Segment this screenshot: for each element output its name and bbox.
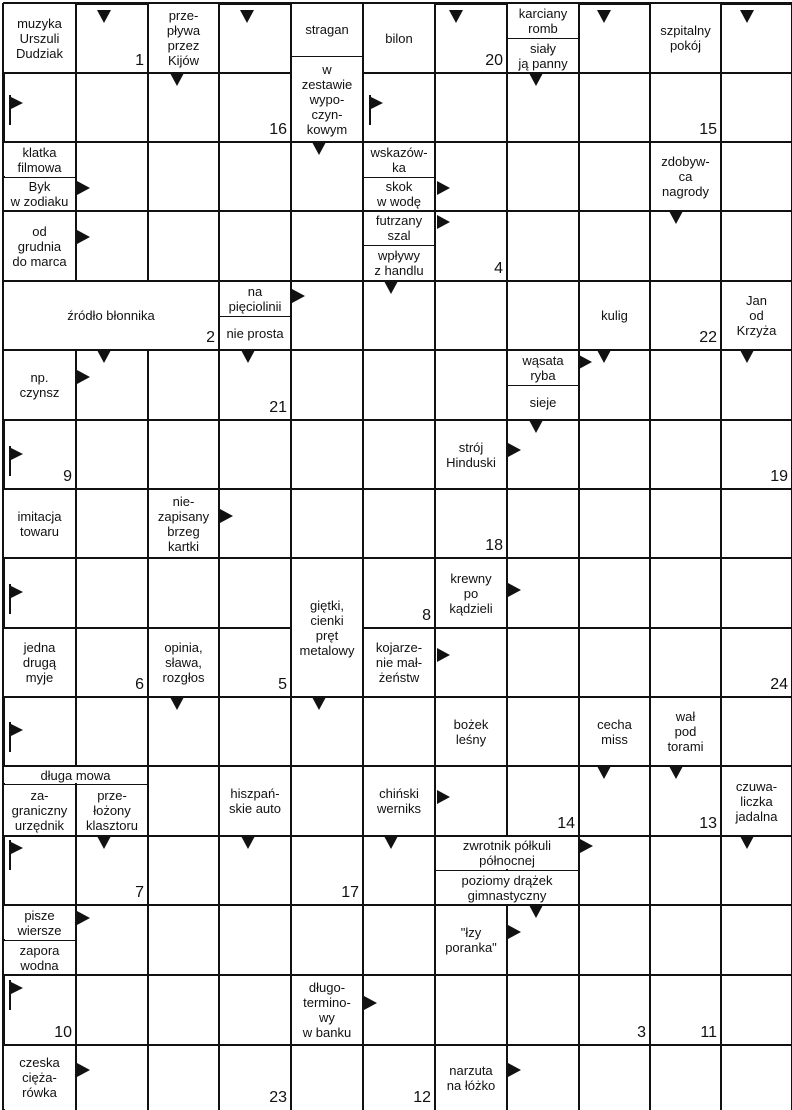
flag-arrow-icon bbox=[9, 95, 23, 125]
clue-cell: giętki, cienki pręt metalowy bbox=[292, 579, 362, 677]
flag-arrow-icon bbox=[9, 446, 23, 476]
arrow-right-icon bbox=[77, 370, 90, 384]
cell-number: 9 bbox=[63, 468, 72, 485]
arrow-right-icon bbox=[508, 1063, 521, 1077]
clue-cell: czuwa- liczka jadalna bbox=[722, 767, 791, 835]
cell-number: 6 bbox=[135, 676, 144, 693]
arrow-right-icon bbox=[77, 181, 90, 195]
arrow-down-icon bbox=[529, 73, 543, 86]
arrow-down-icon bbox=[97, 836, 111, 849]
arrow-right-icon bbox=[77, 230, 90, 244]
clue-divider bbox=[507, 350, 579, 351]
clue-divider bbox=[507, 385, 579, 386]
arrow-down-icon bbox=[740, 836, 754, 849]
grid-line-horizontal bbox=[3, 557, 792, 559]
clue-cell: prze- łożony klasztoru bbox=[77, 785, 147, 835]
arrow-down-icon bbox=[529, 905, 543, 918]
clue-divider bbox=[363, 245, 435, 246]
arrow-down-icon bbox=[449, 10, 463, 23]
clue-cell: futrzany szal bbox=[364, 212, 434, 244]
arrow-right-icon bbox=[437, 790, 450, 804]
arrow-right-icon bbox=[508, 583, 521, 597]
clue-cell: za- graniczny urzędnik bbox=[4, 785, 75, 835]
clue-cell: hiszpań- skie auto bbox=[220, 767, 290, 835]
clue-cell: Jan od Krzyża bbox=[722, 282, 791, 349]
cell-number: 20 bbox=[485, 52, 503, 69]
arrow-right-icon bbox=[77, 911, 90, 925]
clue-divider bbox=[3, 940, 76, 941]
clue-cell: wał pod torami bbox=[651, 698, 720, 765]
arrow-down-icon bbox=[597, 10, 611, 23]
arrow-right-icon bbox=[77, 1063, 90, 1077]
arrow-down-icon bbox=[597, 766, 611, 779]
arrow-down-icon bbox=[597, 350, 611, 363]
clue-cell: imitacja towaru bbox=[4, 490, 75, 557]
cell-number: 18 bbox=[485, 537, 503, 554]
cell-number: 4 bbox=[494, 260, 503, 277]
clue-divider bbox=[219, 316, 291, 317]
flag-arrow-icon bbox=[9, 722, 23, 752]
arrow-down-icon bbox=[740, 10, 754, 23]
arrow-right-icon bbox=[437, 215, 450, 229]
arrow-down-icon bbox=[170, 697, 184, 710]
clue-cell: czeska ciężа- rówka bbox=[4, 1046, 75, 1109]
clue-cell: bożek leśny bbox=[436, 698, 506, 765]
clue-cell: narzuta na łóżko bbox=[436, 1046, 506, 1109]
clue-cell: wskazów- ka bbox=[364, 143, 434, 176]
grid-line-horizontal bbox=[3, 974, 792, 976]
cell-number: 23 bbox=[269, 1089, 287, 1106]
clue-cell: nie prosta bbox=[220, 317, 290, 349]
arrow-down-icon bbox=[241, 836, 255, 849]
arrow-right-icon bbox=[580, 839, 593, 853]
arrow-right-icon bbox=[437, 648, 450, 662]
clue-cell: np. czynsz bbox=[4, 351, 75, 419]
cell-number: 16 bbox=[269, 121, 287, 138]
clue-cell: kulig bbox=[580, 282, 649, 349]
clue-divider bbox=[507, 38, 579, 39]
clue-cell: wąsata ryba bbox=[508, 351, 578, 384]
arrow-down-icon bbox=[97, 10, 111, 23]
grid-line-horizontal bbox=[3, 904, 792, 906]
clue-cell: siały ją panny bbox=[508, 39, 578, 72]
arrow-right-icon bbox=[292, 289, 305, 303]
arrow-down-icon bbox=[384, 836, 398, 849]
cell-number: 12 bbox=[413, 1089, 431, 1106]
clue-cell: zwrotnik półkuli północnej bbox=[436, 837, 578, 869]
clue-cell: nie- zapisany brzeg kartki bbox=[149, 490, 218, 557]
clue-cell: "łzy poranka" bbox=[436, 906, 506, 974]
flag-arrow-icon bbox=[369, 95, 383, 125]
clue-cell: sieje bbox=[508, 386, 578, 419]
clue-cell: źródło błonnika bbox=[4, 282, 218, 349]
arrow-right-icon bbox=[508, 925, 521, 939]
clue-cell: szpitalny pokój bbox=[651, 4, 720, 72]
cell-number: 22 bbox=[699, 329, 717, 346]
clue-divider bbox=[363, 177, 435, 178]
clue-cell: cecha miss bbox=[580, 698, 649, 765]
cell-number: 2 bbox=[206, 329, 215, 346]
cell-number: 15 bbox=[699, 121, 717, 138]
clue-cell: strój Hinduski bbox=[436, 421, 506, 488]
clue-divider bbox=[3, 784, 148, 785]
arrow-down-icon bbox=[669, 766, 683, 779]
clue-cell: Byk w zodiaku bbox=[4, 178, 75, 210]
clue-cell: zdobyw- ca nagrody bbox=[651, 143, 720, 210]
clue-cell: długa mowa bbox=[4, 767, 147, 783]
arrow-right-icon bbox=[220, 509, 233, 523]
clue-cell: kojarze- nie mał- żeństw bbox=[364, 629, 434, 696]
arrow-down-icon bbox=[312, 142, 326, 155]
cell-number: 1 bbox=[135, 52, 144, 69]
clue-cell: jedna drugą myje bbox=[4, 629, 75, 696]
cell-number: 8 bbox=[422, 607, 431, 624]
clue-cell: chiński werniks bbox=[364, 767, 434, 835]
clue-cell: pisze wiersze bbox=[4, 906, 75, 939]
arrow-down-icon bbox=[312, 697, 326, 710]
clue-cell: muzyka Urszuli Dudziak bbox=[4, 4, 75, 72]
clue-cell: długo- termino- wy w banku bbox=[292, 976, 362, 1044]
arrow-down-icon bbox=[740, 350, 754, 363]
clue-cell: krewny po kądzieli bbox=[436, 559, 506, 627]
cell-number: 10 bbox=[54, 1024, 72, 1041]
arrow-down-icon bbox=[669, 211, 683, 224]
arrow-down-icon bbox=[384, 281, 398, 294]
flag-arrow-icon bbox=[9, 980, 23, 1010]
cell-number: 5 bbox=[278, 676, 287, 693]
arrow-right-icon bbox=[579, 355, 592, 369]
clue-divider bbox=[435, 870, 579, 871]
clue-cell: wpływy z handlu bbox=[364, 246, 434, 280]
clue-cell: bilon bbox=[364, 4, 434, 72]
clue-divider bbox=[3, 177, 76, 178]
clue-cell: karciany romb bbox=[508, 4, 578, 37]
grid-line-horizontal bbox=[3, 419, 792, 421]
grid-line-horizontal bbox=[3, 72, 792, 74]
arrow-right-icon bbox=[364, 996, 377, 1010]
cell-number: 11 bbox=[700, 1024, 717, 1041]
arrow-right-icon bbox=[437, 181, 450, 195]
grid-line-horizontal bbox=[3, 349, 792, 351]
clue-cell: stragan bbox=[292, 4, 362, 55]
cell-number: 17 bbox=[341, 884, 359, 901]
cell-number: 19 bbox=[770, 468, 788, 485]
clue-cell: zapora wodna bbox=[4, 941, 75, 974]
arrow-down-icon bbox=[97, 350, 111, 363]
clue-cell: od grudnia do marca bbox=[4, 212, 75, 280]
clue-divider bbox=[291, 56, 363, 57]
cell-number: 14 bbox=[557, 815, 575, 832]
arrow-down-icon bbox=[241, 350, 255, 363]
clue-cell: klatka filmowa bbox=[4, 143, 75, 176]
flag-arrow-icon bbox=[9, 584, 23, 614]
cell-number: 13 bbox=[699, 815, 717, 832]
cell-number: 21 bbox=[269, 399, 287, 416]
grid-line-horizontal bbox=[3, 1044, 792, 1046]
clue-cell: w zestawie wypo- czyn- kowym bbox=[292, 57, 362, 141]
arrow-right-icon bbox=[508, 443, 521, 457]
cell-number: 24 bbox=[770, 676, 788, 693]
cell-number: 3 bbox=[637, 1024, 646, 1041]
clue-cell: poziomy drążek gimnastyczny bbox=[436, 871, 578, 904]
clue-cell: na pięciolinii bbox=[220, 282, 290, 315]
arrow-down-icon bbox=[170, 73, 184, 86]
arrow-down-icon bbox=[240, 10, 254, 23]
grid-line-horizontal bbox=[3, 488, 792, 490]
clue-cell: opinia, sława, rozgłos bbox=[149, 629, 218, 696]
clue-cell: skok w wodę bbox=[364, 178, 434, 210]
cell-number: 7 bbox=[135, 884, 144, 901]
arrow-down-icon bbox=[529, 420, 543, 433]
clue-cell: prze- pływa przez Kijów bbox=[149, 4, 218, 72]
flag-arrow-icon bbox=[9, 840, 23, 870]
